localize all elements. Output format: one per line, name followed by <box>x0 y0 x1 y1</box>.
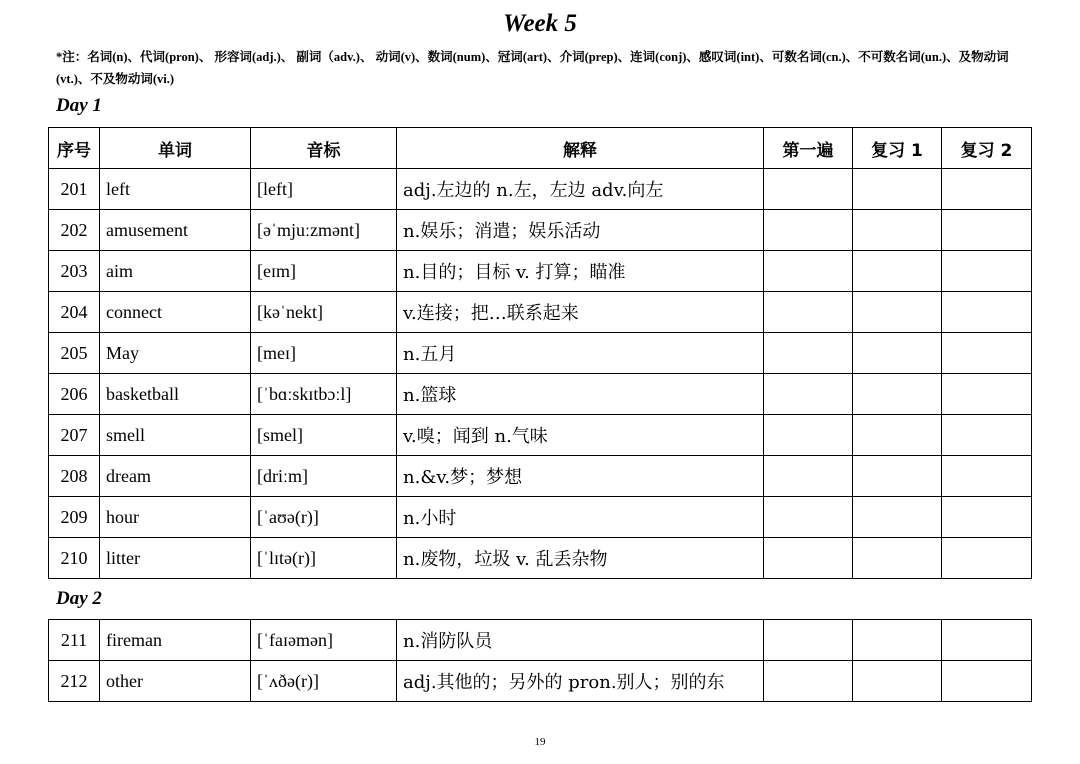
word-cell: hour <box>100 497 251 538</box>
page-title: Week 5 <box>503 10 577 37</box>
review-2-check-cell <box>942 497 1032 538</box>
review-2-check-cell <box>942 374 1032 415</box>
review-1-check-cell <box>853 620 942 661</box>
review-2-check-cell <box>942 415 1032 456</box>
phonetic-cell: [ˈfaɪəmən] <box>251 620 397 661</box>
row-number: 203 <box>49 251 100 292</box>
meaning-cell: v.嗅；闻到 n.气味 <box>397 415 764 456</box>
meaning-cell: n.五月 <box>397 333 764 374</box>
row-number: 205 <box>49 333 100 374</box>
table-row <box>49 415 1032 456</box>
first-pass-check-cell <box>764 210 853 251</box>
review-1-check-cell <box>853 415 942 456</box>
table-row <box>49 251 1032 292</box>
meaning-cell: adj.其他的；另外的 pron.别人；别的东 <box>397 661 764 702</box>
header-word: 单词 <box>100 128 251 169</box>
phonetic-cell: [kəˈnekt] <box>251 292 397 333</box>
word-cell: amusement <box>100 210 251 251</box>
review-1-check-cell <box>853 251 942 292</box>
word-cell: connect <box>100 292 251 333</box>
phonetic-cell: [meɪ] <box>251 333 397 374</box>
table-row <box>49 292 1032 333</box>
row-number: 206 <box>49 374 100 415</box>
day-1-heading: Day 1 <box>56 95 102 116</box>
row-number: 204 <box>49 292 100 333</box>
header-first-pass: 第一遍 <box>764 128 853 169</box>
review-1-check-cell <box>853 538 942 579</box>
review-1-check-cell <box>853 661 942 702</box>
first-pass-check-cell <box>764 251 853 292</box>
day-2-heading: Day 2 <box>56 588 102 609</box>
meaning-cell: n.篮球 <box>397 374 764 415</box>
first-pass-check-cell <box>764 292 853 333</box>
header-review-2: 复习 2 <box>942 128 1032 169</box>
row-number: 207 <box>49 415 100 456</box>
word-cell: aim <box>100 251 251 292</box>
word-cell: fireman <box>100 620 251 661</box>
table-row <box>49 169 1032 210</box>
table-row <box>49 620 1032 661</box>
table-row <box>49 538 1032 579</box>
header-index: 序号 <box>49 128 100 169</box>
header-phonetic: 音标 <box>251 128 397 169</box>
word-cell: smell <box>100 415 251 456</box>
phonetic-cell: [əˈmjuːzmənt] <box>251 210 397 251</box>
table-row <box>49 661 1032 702</box>
phonetic-cell: [ˈaʊə(r)] <box>251 497 397 538</box>
phonetic-cell: [ˈlɪtə(r)] <box>251 538 397 579</box>
meaning-cell: adj.左边的 n.左，左边 adv.向左 <box>397 169 764 210</box>
review-1-check-cell <box>853 333 942 374</box>
phonetic-cell: [left] <box>251 169 397 210</box>
first-pass-check-cell <box>764 374 853 415</box>
phonetic-cell: [ˈʌðə(r)] <box>251 661 397 702</box>
review-2-check-cell <box>942 456 1032 497</box>
table-row <box>49 497 1032 538</box>
phonetic-cell: [eɪm] <box>251 251 397 292</box>
review-2-check-cell <box>942 292 1032 333</box>
review-2-check-cell <box>942 169 1032 210</box>
meaning-cell: n.&v.梦；梦想 <box>397 456 764 497</box>
page-number: 19 <box>534 736 546 748</box>
review-2-check-cell <box>942 538 1032 579</box>
first-pass-check-cell <box>764 169 853 210</box>
word-cell: May <box>100 333 251 374</box>
word-cell: other <box>100 661 251 702</box>
word-cell: basketball <box>100 374 251 415</box>
phonetic-cell: [smel] <box>251 415 397 456</box>
review-1-check-cell <box>853 292 942 333</box>
first-pass-check-cell <box>764 333 853 374</box>
meaning-cell: n.消防队员 <box>397 620 764 661</box>
header-meaning: 解释 <box>397 128 764 169</box>
review-2-check-cell <box>942 333 1032 374</box>
review-2-check-cell <box>942 661 1032 702</box>
table-header-row <box>49 128 1032 169</box>
row-number: 210 <box>49 538 100 579</box>
word-cell: litter <box>100 538 251 579</box>
review-1-check-cell <box>853 374 942 415</box>
review-1-check-cell <box>853 456 942 497</box>
part-of-speech-note: *注：名词(n)、代词(pron)、 形容词(adj.)、 副词（adv.)、 动词(v)、数词(num)、冠词(art)、介词(prep)、连词(conj)、感叹词(int)、可数名词(cn.)、不可数名词(un.)、及物动词(vt.)、不及物动词(vi.) <box>56 50 1009 86</box>
review-1-check-cell <box>853 210 942 251</box>
table-row <box>49 456 1032 497</box>
first-pass-check-cell <box>764 456 853 497</box>
review-1-check-cell <box>853 497 942 538</box>
table-row <box>49 210 1032 251</box>
first-pass-check-cell <box>764 497 853 538</box>
first-pass-check-cell <box>764 661 853 702</box>
meaning-cell: v.连接；把…联系起来 <box>397 292 764 333</box>
table-row <box>49 374 1032 415</box>
word-cell: left <box>100 169 251 210</box>
phonetic-cell: [ˈbɑːskɪtbɔːl] <box>251 374 397 415</box>
row-number: 212 <box>49 661 100 702</box>
first-pass-check-cell <box>764 415 853 456</box>
table-row <box>49 333 1032 374</box>
review-2-check-cell <box>942 620 1032 661</box>
phonetic-cell: [driːm] <box>251 456 397 497</box>
row-number: 211 <box>49 620 100 661</box>
first-pass-check-cell <box>764 538 853 579</box>
row-number: 202 <box>49 210 100 251</box>
vocab-table-day-1 <box>48 127 1032 579</box>
meaning-cell: n.娱乐；消遣；娱乐活动 <box>397 210 764 251</box>
word-cell: dream <box>100 456 251 497</box>
review-2-check-cell <box>942 251 1032 292</box>
review-1-check-cell <box>853 169 942 210</box>
meaning-cell: n.废物，垃圾 v. 乱丢杂物 <box>397 538 764 579</box>
row-number: 208 <box>49 456 100 497</box>
first-pass-check-cell <box>764 620 853 661</box>
vocab-table-day-2 <box>48 619 1032 702</box>
meaning-cell: n.目的；目标 v. 打算；瞄准 <box>397 251 764 292</box>
header-review-1: 复习 1 <box>853 128 942 169</box>
review-2-check-cell <box>942 210 1032 251</box>
row-number: 201 <box>49 169 100 210</box>
meaning-cell: n.小时 <box>397 497 764 538</box>
row-number: 209 <box>49 497 100 538</box>
